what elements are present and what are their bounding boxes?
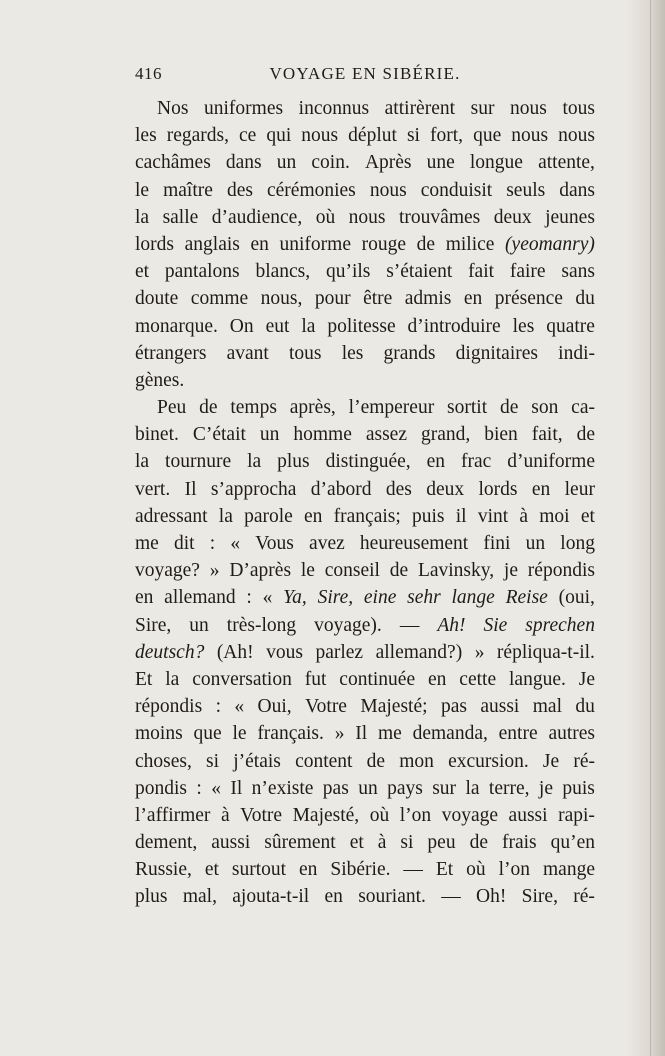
word: tous (562, 98, 595, 119)
word: fut (304, 668, 327, 690)
word: et (580, 505, 595, 527)
text-line (135, 313, 595, 340)
word: pas (322, 777, 349, 799)
word: Nos (157, 98, 189, 119)
word: longue (469, 152, 523, 174)
text-line (135, 503, 595, 530)
word: Il (184, 478, 197, 500)
word: qu’en (550, 832, 595, 854)
word: et (349, 832, 364, 854)
text-line (135, 612, 595, 639)
word: déplut (348, 125, 397, 147)
word: mon (399, 750, 434, 772)
word: deutsch? (135, 641, 205, 663)
word: l’empereur (348, 397, 435, 419)
word: (Ah! (216, 641, 254, 663)
body-text (135, 95, 595, 911)
word: peu (427, 832, 456, 854)
word: à (220, 804, 230, 826)
word: Et (435, 859, 454, 881)
word: en (135, 587, 154, 609)
word: de (499, 397, 519, 419)
word: lords (135, 233, 174, 255)
word: inconnus (298, 98, 370, 119)
text-line (135, 748, 595, 775)
word: uniforme (279, 233, 351, 255)
word: conversation (192, 668, 292, 690)
word: Sibérie. (330, 859, 391, 881)
word: vert. (135, 478, 171, 500)
word: avant (226, 342, 269, 364)
word: : (196, 777, 202, 799)
word: en (304, 505, 323, 527)
word: j’étais (233, 750, 281, 772)
word: si (206, 750, 220, 772)
word: vous (266, 641, 303, 663)
word: nous (348, 206, 386, 228)
word: en (463, 288, 483, 310)
text-line (135, 95, 595, 122)
word: uniformes (204, 98, 284, 119)
running-head (135, 60, 595, 90)
word: ré- (573, 886, 595, 908)
word: Majesté; (360, 696, 428, 718)
word: deux (426, 478, 465, 500)
word: — (399, 614, 420, 636)
word: seuls (506, 179, 546, 201)
word: politesse (327, 315, 396, 337)
word: heureusement (359, 533, 469, 554)
word: le (135, 179, 150, 201)
word: temps (230, 397, 277, 419)
word: répliqua-t-il. (496, 641, 595, 663)
word: si (406, 125, 420, 147)
word: la (218, 505, 233, 527)
word: si (400, 832, 414, 854)
word: plus (135, 886, 168, 908)
word: langue. (509, 668, 566, 690)
word: excursion. (448, 750, 529, 772)
word: salle (162, 206, 199, 228)
text-line (135, 258, 595, 285)
word: Il (355, 723, 368, 745)
word: demanda, (412, 723, 488, 745)
text-line (135, 122, 595, 149)
text-line (135, 639, 595, 666)
word: me (377, 723, 402, 745)
text-line (135, 720, 595, 747)
word: grand, (420, 424, 471, 446)
word: coin. (311, 152, 350, 174)
word: lords (478, 478, 518, 500)
word: pantalons (164, 261, 240, 283)
word: que (473, 125, 502, 147)
word: Sire, (135, 614, 172, 636)
word: (yeomanry) (505, 233, 595, 255)
word: dans (225, 152, 262, 174)
word: attente, (538, 152, 595, 174)
word: moins (135, 723, 183, 745)
word: fort, (430, 125, 464, 147)
word: On (229, 315, 254, 337)
word: français. (257, 723, 324, 745)
word: avez (309, 533, 345, 554)
word: monarque. (135, 315, 218, 337)
word: continuée (339, 668, 416, 690)
word: blancs, (255, 261, 311, 283)
word: un (358, 777, 378, 799)
text-line (135, 367, 595, 394)
text-line (135, 775, 595, 802)
word: un (525, 533, 546, 554)
word: rouge (361, 233, 407, 255)
word: mange (543, 859, 595, 881)
word: surtout (231, 859, 287, 881)
word: où (369, 804, 390, 826)
word: frac (460, 451, 492, 473)
word: que (193, 723, 222, 745)
word: en (324, 886, 343, 908)
word: gènes. (135, 369, 185, 391)
word: voyage? (135, 560, 200, 582)
word: eut (265, 315, 290, 337)
word: ajouta-t-il (232, 886, 310, 908)
word: Et (135, 668, 153, 690)
word: les (512, 315, 535, 337)
page-number: 416 (135, 64, 162, 83)
word: » (209, 560, 220, 582)
text-line (135, 829, 595, 856)
word: de (199, 397, 218, 419)
word: d’abord (310, 478, 372, 500)
word: dans (559, 179, 595, 201)
word: plus (277, 451, 310, 473)
word: souriant. (358, 886, 426, 908)
word: répondis (527, 560, 595, 582)
word: nous (369, 179, 407, 201)
word: tournure (165, 451, 232, 473)
word: je (503, 560, 518, 582)
word: Il (230, 777, 243, 799)
word: C’était (192, 424, 246, 446)
word: Après (364, 152, 412, 174)
word: sortit (447, 397, 488, 419)
word: pays (387, 777, 423, 799)
word: après, (289, 397, 336, 419)
word: vint (477, 505, 509, 527)
word: en (428, 668, 447, 690)
word: un (259, 424, 280, 446)
word: « (262, 587, 273, 609)
word: Reise (505, 587, 548, 609)
word: jeunes (545, 206, 595, 228)
word: où (466, 859, 486, 881)
word: répondis (135, 696, 203, 718)
word: en (299, 859, 318, 881)
word: l’on (399, 804, 432, 826)
text-line (135, 666, 595, 693)
word: cette (459, 668, 497, 690)
word: Votre (240, 804, 283, 826)
word: d’audience, (211, 206, 303, 228)
word: parlez (315, 641, 364, 663)
text-line (135, 177, 595, 204)
word: entre (498, 723, 538, 745)
word: grands (383, 342, 436, 364)
word: nous (510, 98, 547, 119)
text-line (135, 693, 595, 720)
word: d’uniforme (507, 451, 595, 473)
page-edge-line (650, 0, 651, 1056)
word: doute (135, 288, 179, 310)
word: anglais (184, 233, 240, 255)
word: Je (542, 750, 560, 772)
word: nous (301, 125, 339, 147)
word: les (341, 342, 364, 364)
word: — (441, 886, 461, 908)
word: binet. (135, 424, 179, 446)
word: content (295, 750, 353, 772)
word: » (334, 723, 345, 745)
word: lange (451, 587, 495, 609)
word: (oui, (558, 587, 595, 609)
word: « (234, 696, 245, 718)
word: à (377, 832, 387, 854)
word: « (211, 777, 221, 799)
text-line (135, 856, 595, 883)
word: Ya, (283, 587, 307, 609)
word: bien (484, 424, 518, 446)
word: de (366, 750, 386, 772)
word: puis (412, 505, 445, 527)
word: je (538, 777, 553, 799)
word: ce (239, 125, 257, 147)
word: une (426, 152, 455, 174)
word: en (531, 478, 551, 500)
page-edge-shadow (625, 0, 665, 1056)
word: deux (493, 206, 532, 228)
word: allemand?) (375, 641, 463, 663)
word: de (469, 832, 488, 854)
word: le (232, 723, 247, 745)
word: ré- (573, 750, 595, 772)
word: leur (564, 478, 595, 500)
word: indi- (558, 342, 595, 364)
word: cachâmes (135, 152, 211, 174)
word: parole (244, 505, 293, 527)
word: assez (365, 424, 407, 446)
word: : (215, 696, 221, 718)
word: Peu (157, 397, 187, 419)
word: de (576, 424, 595, 446)
word: s’approcha (210, 478, 297, 500)
word: conseil (324, 560, 380, 582)
word: moi (539, 505, 570, 527)
text-line (135, 883, 595, 910)
word: d’introduire (407, 315, 501, 337)
text-line (135, 149, 595, 176)
word: en (426, 451, 446, 473)
word: cérémonies (266, 179, 356, 201)
word: distinguée, (325, 451, 411, 473)
word: un (276, 152, 297, 174)
word: Russie, (135, 859, 192, 881)
text-line (135, 802, 595, 829)
word: le (300, 560, 315, 582)
word: sûrement (264, 832, 336, 854)
word: frais (501, 832, 537, 854)
word: son (531, 397, 559, 419)
word: eine (363, 587, 397, 609)
word: pour (314, 288, 351, 310)
word: mal (532, 696, 562, 718)
word: pondis (135, 777, 188, 799)
word: en (250, 233, 269, 255)
word: Lavinsky, (417, 560, 495, 582)
word: me (135, 533, 159, 554)
word: Votre (305, 696, 347, 718)
word: du (575, 288, 595, 310)
word: Sie (483, 614, 508, 636)
word: autres (548, 723, 595, 745)
word: : (246, 587, 252, 609)
word: Oh! (476, 886, 507, 908)
word: aussi (508, 804, 548, 826)
word: » (474, 641, 485, 663)
word: du (575, 696, 595, 718)
word: présence (494, 288, 563, 310)
word: Vous (255, 533, 294, 554)
word: — (403, 859, 423, 881)
word: la (301, 315, 316, 337)
word: sur (470, 98, 495, 119)
text-line (135, 448, 595, 475)
word: voyage (441, 804, 499, 826)
word: Oui, (257, 696, 292, 718)
word: les (135, 125, 157, 147)
word: sur (432, 777, 457, 799)
word: l’affirmer (135, 804, 211, 826)
word: sprechen (525, 614, 595, 636)
word: fait, (531, 424, 563, 446)
word: voyage). (314, 614, 382, 636)
word: un (189, 614, 209, 636)
word: aussi (211, 832, 251, 854)
word: regards, (166, 125, 229, 147)
word: ca- (571, 397, 595, 419)
word: nous (511, 125, 549, 147)
word: qui (266, 125, 292, 147)
word: rapi- (558, 804, 595, 826)
word: admis (404, 288, 452, 310)
text-line (135, 476, 595, 503)
word: s’étaient (386, 261, 453, 283)
word: tous (289, 342, 322, 364)
word: de (389, 560, 409, 582)
text-line (135, 231, 595, 258)
word: sans (561, 261, 595, 283)
word: à (519, 505, 529, 527)
word: attirèrent (384, 98, 456, 119)
word: : (209, 533, 216, 554)
word: la (135, 206, 150, 228)
word: étrangers (135, 342, 207, 364)
word: long (560, 533, 595, 554)
text-line (135, 285, 595, 312)
word: la (135, 451, 150, 473)
word: adressant (135, 505, 208, 527)
word: allemand (164, 587, 236, 609)
word: conduisit (420, 179, 493, 201)
word: milice (445, 233, 495, 255)
word: la (165, 668, 180, 690)
word: la (465, 777, 480, 799)
word: français; (333, 505, 401, 527)
word: D’après (229, 560, 292, 582)
text-line (135, 557, 595, 584)
word: être (363, 288, 393, 310)
word: de (416, 233, 436, 255)
word: Je (578, 668, 595, 690)
text-line (135, 584, 595, 611)
word: quatre (546, 315, 595, 337)
word: « (230, 533, 241, 554)
word: où (315, 206, 336, 228)
text-line (135, 204, 595, 231)
word: maître (163, 179, 213, 201)
word: nous (558, 125, 595, 147)
word: homme (293, 424, 352, 446)
text-line (135, 340, 595, 367)
word: comme (190, 288, 249, 310)
word: dignitaires (455, 342, 538, 364)
word: dement, (135, 832, 198, 854)
word: terre, (488, 777, 530, 799)
running-title: VOYAGE EN SIBÉRIE. (269, 64, 461, 83)
word: fait (468, 261, 495, 283)
word: n’existe (251, 777, 314, 799)
word: nous, (260, 288, 303, 310)
word: très-long (226, 614, 297, 636)
word: des (226, 179, 253, 201)
text-line (135, 421, 595, 448)
word: Sire, (521, 886, 558, 908)
word: faire (509, 261, 546, 283)
word: Sire, (317, 587, 354, 609)
word: et (135, 261, 150, 283)
word: des (385, 478, 412, 500)
word: l’on (498, 859, 531, 881)
text-line (135, 530, 595, 557)
word: la (247, 451, 262, 473)
word: sehr (407, 587, 441, 609)
word: fini (483, 533, 511, 554)
word: et (204, 859, 219, 881)
text-line (135, 394, 595, 421)
word: Ah! (437, 614, 466, 636)
word: puis (562, 777, 595, 799)
word: il (455, 505, 467, 527)
word: aussi (480, 696, 520, 718)
word: dit (173, 533, 195, 554)
word: choses, (135, 750, 192, 772)
word: mal, (182, 886, 217, 908)
word: Majesté, (292, 804, 360, 826)
word: pas (440, 696, 467, 718)
word: qu’ils (325, 261, 371, 283)
word: trouvâmes (399, 206, 481, 228)
